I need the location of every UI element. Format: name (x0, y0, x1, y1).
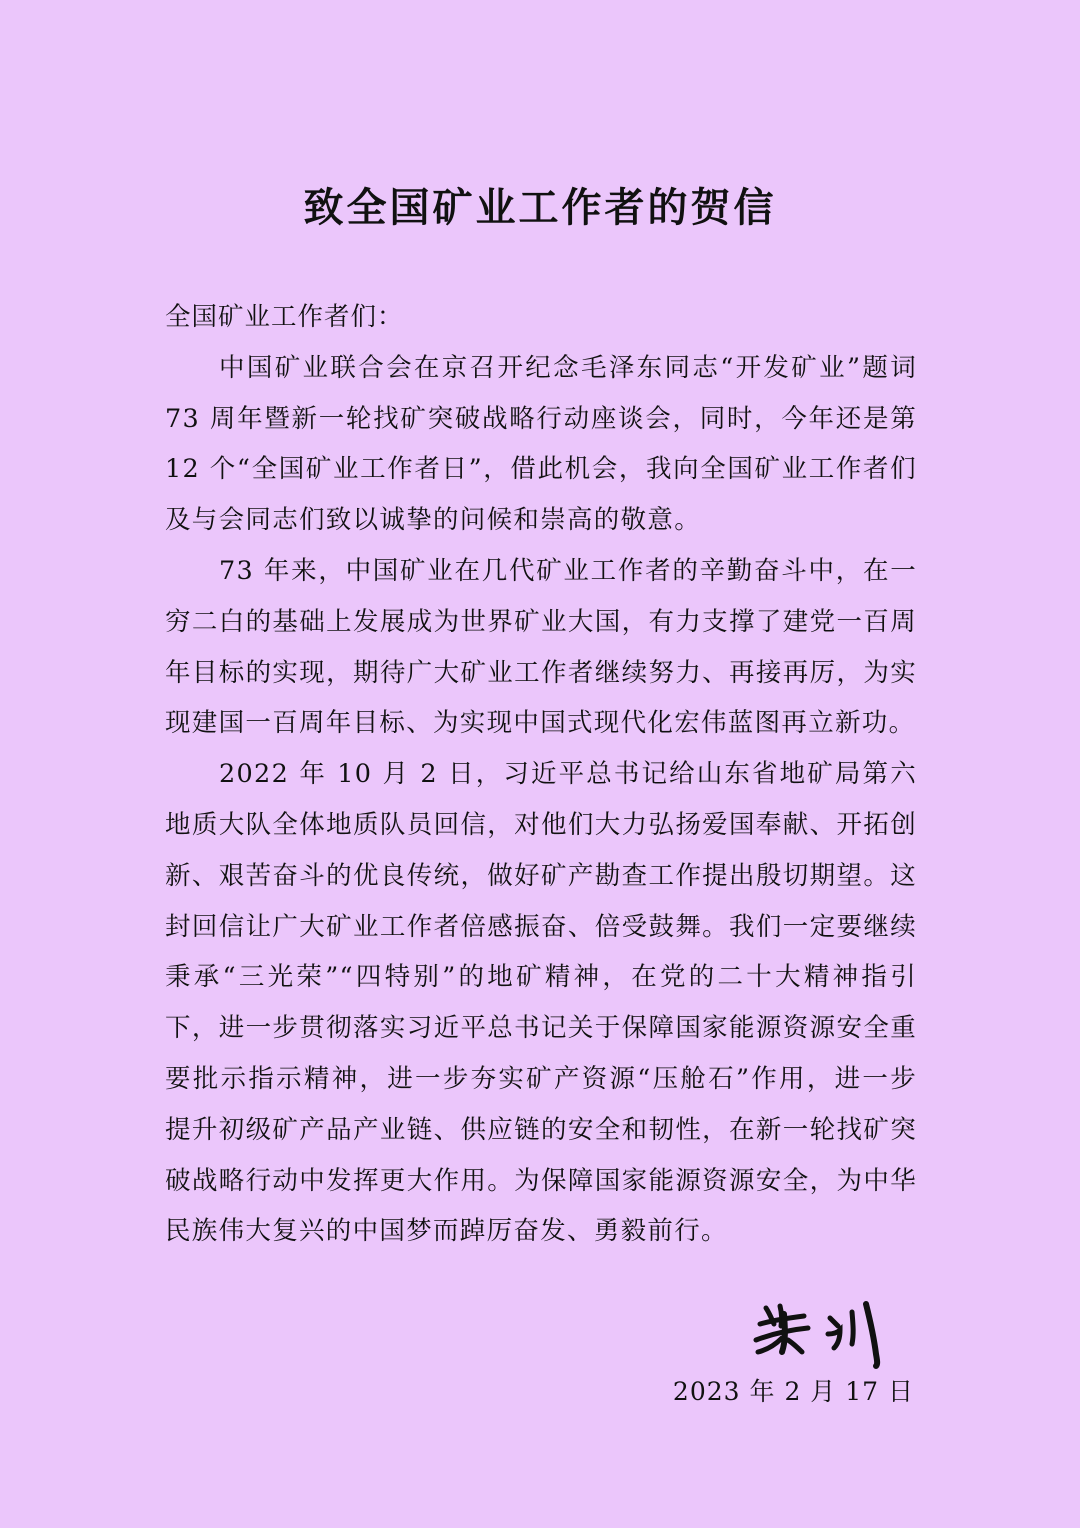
letter-title: 致全国矿业工作者的贺信 (303, 184, 777, 231)
letter-date: 2023 年 2 月 17 日 (672, 1377, 914, 1406)
paragraph-1: 中国矿业联合会在京召开纪念毛泽东同志“开发矿业”题词 73 周年暨新一轮找矿突破战略行动座谈会，同时，今年还是第 12 个“全国矿业工作者日”，借此机会，我向全国矿业工作者们及与会同志们致以诚挚的问候和崇高的敬意。 (165, 352, 917, 536)
paragraph-3: 2022 年 10 月 2 日，习近平总书记给山东省地矿局第六地质大队全体地质队员回信，对他们大力弘扬爱国奉献、开拓创新、艰苦奋斗的优良传统，做好矿产勘查工作提出殷切期望。这封回信让广大矿业工作者倍感振奋、倍受鼓舞。我们一定要继续秉承“三光荣”“四特别”的地矿精神，在党的二十大精神指引下，进一步贯彻落实习近平总书记关于保障国家能源资源安全重要批示指示精神，进一步夯实矿产资源“压舱石”作用，进一步提升初级矿产品产业链、供应链的安全和韧性，在新一轮找矿突破战略行动中发挥更大作用。为保障国家能源资源安全，为中华民族伟大复兴的中国梦而踔厉奋发、勇毅前行。 (165, 759, 917, 1247)
letter-body (165, 292, 917, 1257)
handwritten-signature (752, 1290, 892, 1370)
salutation: 全国矿业工作者们： (165, 302, 404, 332)
paragraph-2: 73 年来，中国矿业在几代矿业工作者的辛勤奋斗中，在一穷二白的基础上发展成为世界矿业大国，有力支撑了建党一百周年目标的实现，期待广大矿业工作者继续努力、再接再厉，为实现建国一百周年目标、为实现中国式现代化宏伟蓝图再立新功。 (165, 555, 917, 739)
